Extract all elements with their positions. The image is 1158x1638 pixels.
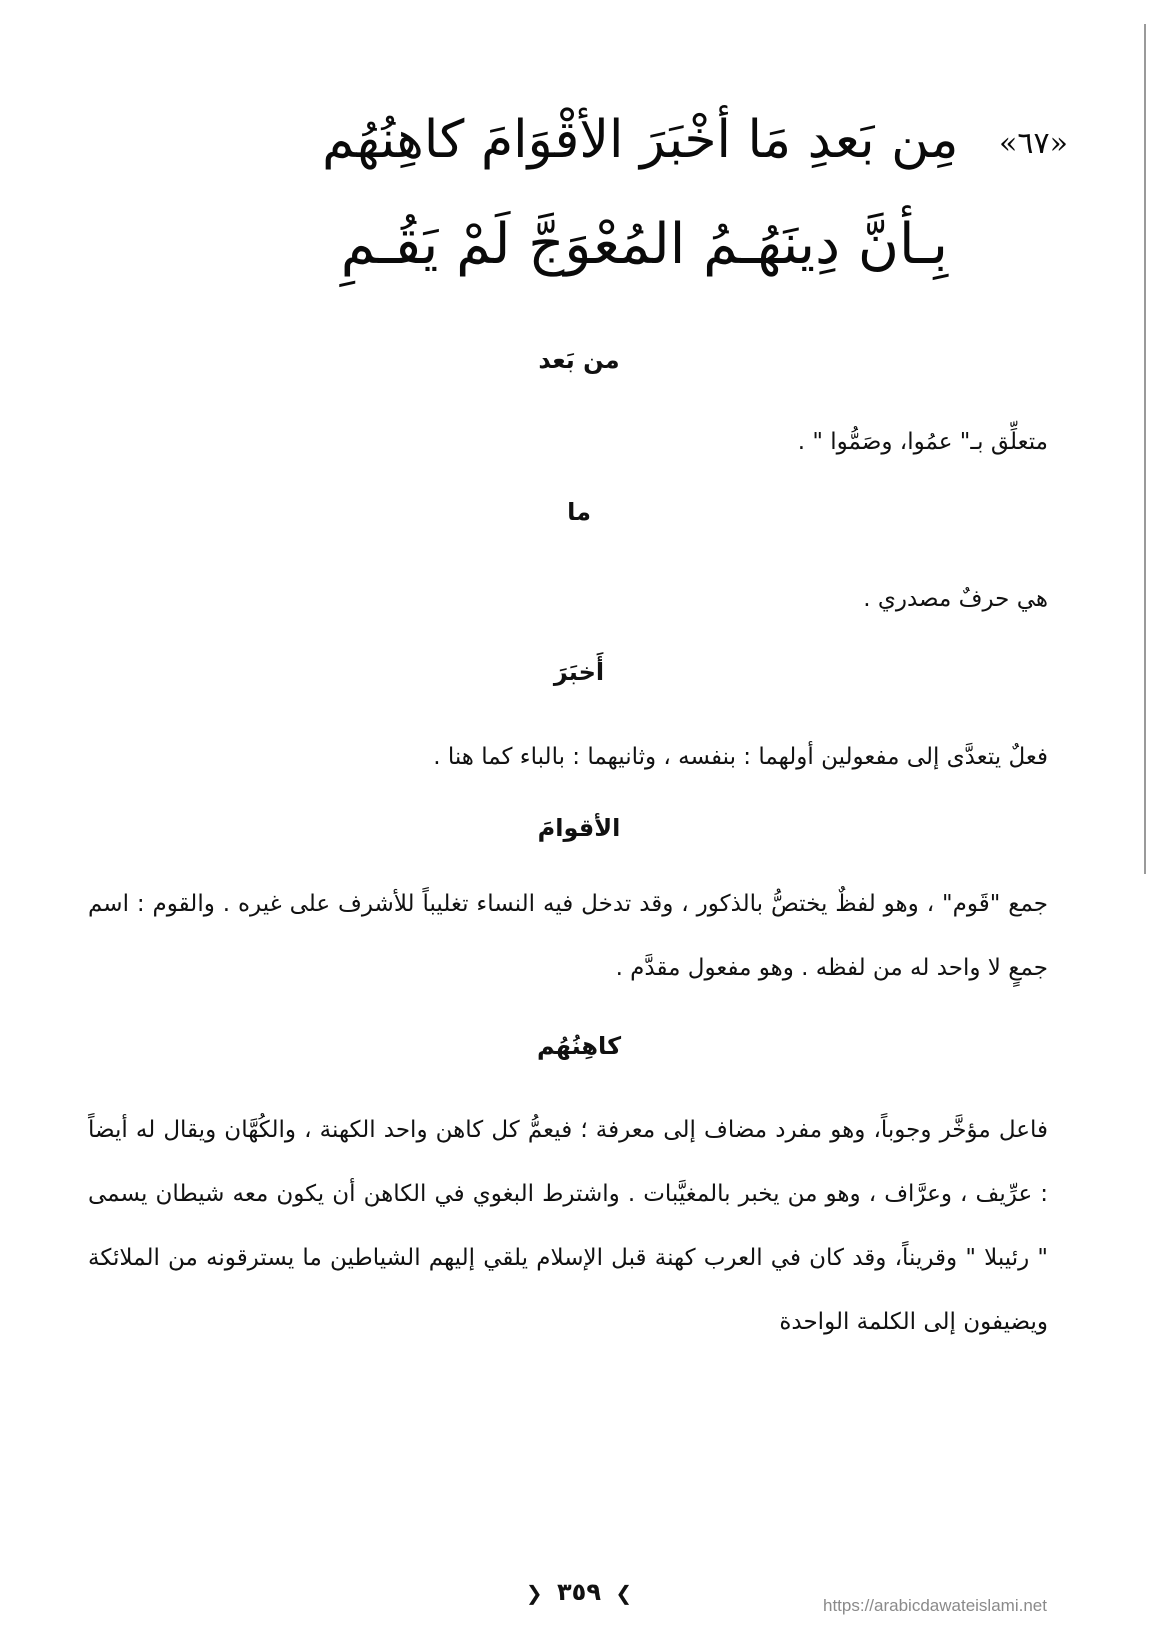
verse-line-1 — [108, 100, 1068, 184]
section-paragraph-alaqwam: جمع "قَوم" ، وهو لفظٌ يختصُّ بالذكور ، وقد تدخل فيه النساء تغليباً للأشرف على غيره . والقوم : اسم جمعٍ لا واحد له من لفظه . وهو مفعول مقدَّم . — [88, 891, 1048, 981]
section-heading-min-baad: من بَعد — [538, 346, 620, 374]
verse-line-1-text: مِن بَعدِ مَا أخْبَرَ الأقْوَامَ كاهِنُهُم — [322, 110, 959, 170]
section-heading-akhbara: أَخبَرَ — [553, 658, 605, 686]
page-number-value: ٣٥٩ — [557, 1578, 601, 1606]
section-heading-ma: ما — [567, 498, 591, 526]
section-paragraph-min-baad: متعلِّق بـ" عمُوا، وصَمُّوا " . — [797, 429, 1048, 455]
section-heading-alaqwam: الأقوامَ — [537, 814, 621, 842]
page-number-ornament-left: ❮ — [525, 1581, 543, 1605]
section-heading-kahinuhum: كاهِنُهُم — [536, 1032, 622, 1060]
page-number-ornament-right: ❯ — [615, 1581, 633, 1605]
verse-line-2: بِـأنَّ دِينَهُـمُ المُعْوَجَّ لَمْ يَقُـمِ — [340, 212, 948, 277]
page-edge-line — [1144, 24, 1146, 874]
source-watermark: https://arabicdawateislami.net — [823, 1596, 1047, 1615]
section-paragraph-kahinuhum: فاعل مؤخَّر وجوباً، وهو مفرد مضاف إلى معرفة ؛ فيعمُّ كل كاهن واحد الكهنة ، والكُهَّان ويقال له أيضاً : عرِّيف ، وعرَّاف ، وهو من يخبر بالمغيَّبات . واشترط البغوي في الكاهن أن يكون معه شيطان يسمى " رئيبلا " وقريناً، وقد كان في العرب كهنة قبل الإسلام يلقي إليهم الشياطين ما يسترقونه من الملائكة ويضيفون إلى الكلمة الواحدة — [88, 1117, 1048, 1335]
section-paragraph-ma: هي حرفٌ مصدري . — [863, 586, 1048, 612]
section-paragraph-akhbara: فعلٌ يتعدَّى إلى مفعولين أولهما : بنفسه ، وثانيهما : بالباء كما هنا . — [433, 744, 1048, 770]
verse-number: «٦٧» — [999, 125, 1068, 161]
